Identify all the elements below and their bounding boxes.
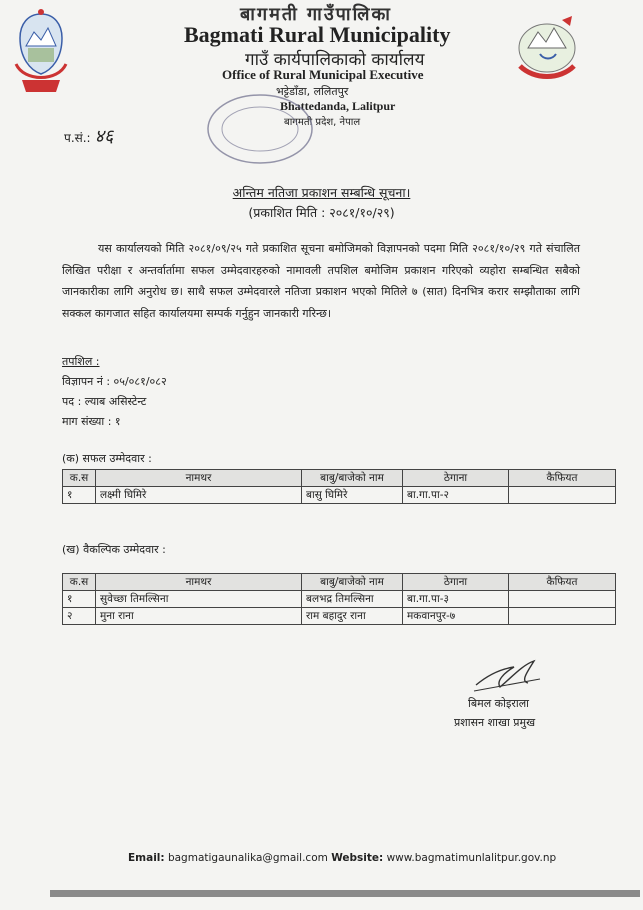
cell-address: मकवानपुर-७ — [403, 608, 509, 625]
demand-count: माग संख्या : १ — [62, 415, 121, 428]
notice-title-text: अन्तिम नतिजा प्रकाशन सम्बन्धि सूचना। — [232, 185, 411, 200]
nepal-emblem-icon — [8, 8, 74, 100]
cell-sn: १ — [63, 487, 96, 504]
notice-title — [0, 184, 643, 201]
cell-sn: १ — [63, 591, 96, 608]
table-row — [63, 487, 616, 504]
col-name: नामथर — [96, 470, 302, 487]
col-father: बाबु/बाजेको नाम — [302, 470, 403, 487]
reference-label: प.सं.: — [64, 131, 91, 145]
post-name: पद : ल्याब असिस्टेन्ट — [62, 395, 147, 408]
cell-remarks — [509, 487, 616, 504]
publication-date: (प्रकाशित मिति : २०८१/१०/२९) — [248, 205, 395, 220]
advertisement-number: विज्ञापन नं : ०५/०८१/०८२ — [62, 375, 167, 388]
reference-value: ४६ — [94, 126, 114, 147]
col-name: नामथर — [96, 574, 302, 591]
footer-divider — [50, 890, 640, 897]
cell-father: राम बहादुर राना — [302, 608, 403, 625]
col-sn: क.स — [63, 470, 96, 487]
cell-address: बा.गा.पा-२ — [403, 487, 509, 504]
successful-heading: (क) सफल उम्मेदवार : — [62, 452, 152, 465]
cell-name: सुवेच्छा तिमल्सिना — [96, 591, 302, 608]
cell-name: मुना राना — [96, 608, 302, 625]
cell-father: बलभद्र तिमल्सिना — [302, 591, 403, 608]
website-label: Website: — [331, 852, 384, 864]
signature-icon — [470, 655, 548, 695]
details-block — [62, 352, 167, 432]
col-sn: क.स — [63, 574, 96, 591]
col-father: बाबु/बाजेको नाम — [302, 574, 403, 591]
municipality-name: Bagmati Rural Municipality — [184, 22, 451, 47]
office-stamp-icon — [205, 92, 315, 166]
website-link[interactable]: www.bagmatimunlalitpur.gov.np — [386, 852, 557, 864]
col-remarks: कैफियत — [509, 574, 616, 591]
top-devanagari-header: बागमती गाउँपालिका — [240, 4, 392, 25]
cell-remarks — [509, 608, 616, 625]
table-row — [63, 591, 616, 608]
col-remarks: कैफियत — [509, 470, 616, 487]
col-address: ठेगाना — [403, 574, 509, 591]
alternate-heading: (ख) वैकल्पिक उम्मेदवार : — [62, 543, 166, 556]
signatory-name: बिमल कोइराला — [468, 697, 530, 710]
cell-remarks — [509, 591, 616, 608]
cell-address: बा.गा.पा-३ — [403, 591, 509, 608]
signatory-title: प्रशासन शाखा प्रमुख — [454, 716, 536, 729]
table-header-row — [63, 574, 616, 591]
successful-table — [62, 469, 616, 504]
email-link[interactable]: bagmatigaunalika@gmail.com — [167, 852, 328, 864]
table-header-row — [63, 470, 616, 487]
cell-sn: २ — [63, 608, 96, 625]
details-heading: तपशिल : — [62, 355, 100, 368]
cell-father: बासु घिमिरे — [302, 487, 403, 504]
address-english: Bhattedanda, Lalitpur — [280, 99, 396, 113]
province-nepali: बागमती प्रदेश, नेपाल — [284, 117, 361, 128]
cell-name: लक्ष्मी घिमिरे — [96, 487, 302, 504]
municipality-logo-icon — [510, 14, 584, 86]
table-row — [63, 608, 616, 625]
email-label: Email: — [128, 852, 165, 864]
office-name-nepali: गाउँ कार्यपालिकाको कार्यालय — [245, 50, 425, 70]
office-name-english: Office of Rural Municipal Executive — [222, 67, 424, 82]
address-nepali: भट्टेडाँडा, ललितपुर — [276, 85, 349, 98]
alternate-table — [62, 573, 616, 625]
notice-body: यस कार्यालयको मिति २०८१/०९/२५ गते प्रकाशित सूचना बमोजिमको विज्ञापनको पदमा मिति २०८१/१०/२९ गते संचालित लिखित परीक्षा र अन्तर्वार्तामा सफल उम्मेदवारहरुको नामावली तपशिल बमोजिम प्रकाशन गरिएको व्यहोरा सम्बन्धित सबैको जानकारीका लागि अनुरोध छ। साथै सफल उम्मेदवारले नतिजा प्रकाशन भएको मितिले ७ (सात) दिनभित्र करार सम्झौताका लागि सक्कल कागजात सहित कार्यालयमा सम्पर्क गर्नुहुन जानकारी गरिन्छ। — [62, 242, 580, 320]
col-address: ठेगाना — [403, 470, 509, 487]
reference-number — [64, 124, 113, 148]
footer-contact — [128, 852, 556, 864]
